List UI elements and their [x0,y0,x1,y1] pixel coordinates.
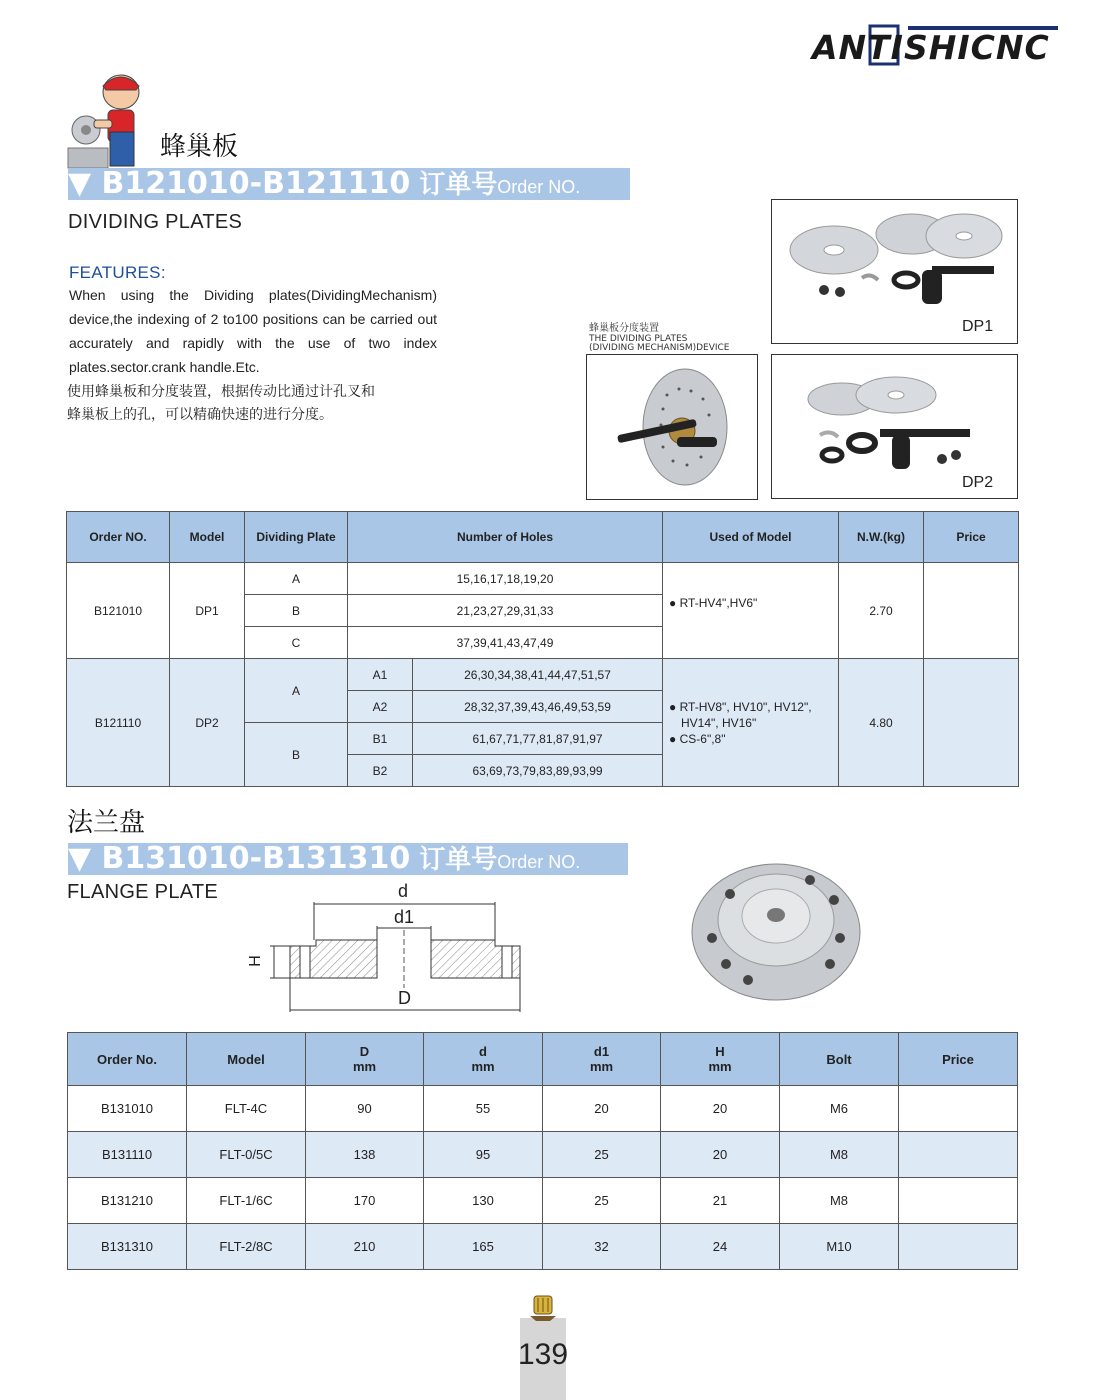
table2-header-H [661,1033,780,1086]
table-row [68,1178,1018,1224]
table1-subplate-cell: B2 [348,755,413,787]
table2-header-order [68,1033,187,1086]
table1-header-dividing-plate: Dividing Plate [245,512,348,563]
table2-cell [899,1086,1018,1132]
table-row [68,1132,1018,1178]
table1-plate-cell: A [245,563,348,595]
table2-header-d1-unit: mm [589,1059,614,1074]
section1-cn-title: 蜂巢板 [160,132,239,162]
dp2-label: DP2 [962,474,994,491]
features-heading: FEATURES: [69,263,166,282]
table1-plate-cell: C [245,627,348,659]
table1-holes-cell: 37,39,41,43,47,49 [348,627,663,659]
table1-price-cell [924,659,1019,787]
table1-model-cell: DP1 [170,563,245,659]
mechanism-photo [586,354,758,500]
table2-cell [899,1132,1018,1178]
mech-caption-en1: THE DIVIDING PLATES [589,334,688,344]
table2-cell: B131110 [68,1132,187,1178]
flange-photo [690,860,865,1002]
table1-subplate-cell: A2 [348,691,413,723]
section2-order-banner [68,843,628,875]
table2-cell: M8 [780,1178,899,1224]
table1-header-order: Order NO. [67,512,170,563]
table-row [67,659,1019,691]
table1-holes-cell: 15,16,17,18,19,20 [348,563,663,595]
table2-header-D [306,1033,424,1086]
table2-header-bolt [780,1033,899,1086]
table1-plate-cell: A [245,659,348,723]
table2-header-d-unit: mm [471,1059,495,1074]
table1-subplate-cell: B1 [348,723,413,755]
table1-holes-cell: 21,23,27,29,31,33 [348,595,663,627]
table1-header-holes: Number of Holes [348,512,663,563]
table2-cell: 20 [543,1086,661,1132]
table2-cell: M10 [780,1224,899,1270]
table2-cell: 165 [424,1224,543,1270]
table2-cell: 95 [424,1132,543,1178]
table1-price-cell [924,563,1019,659]
section1-order-banner [68,168,630,200]
flange-plate-table [67,1032,1018,1270]
brand-logo-text: ANTISHICNC [812,28,1050,67]
table2-header-order-label: Order No. [97,1051,157,1067]
section2-banner-cn: 订单号 [410,845,498,875]
mascot-footer-icon [520,1292,566,1322]
section2-banner-order: Order NO. [497,852,581,872]
table2-cell: 170 [306,1178,424,1224]
table2-cell: 32 [543,1224,661,1270]
table1-header-used: Used of Model [663,512,839,563]
table1-plate-cell: B [245,723,348,787]
table1-holes-cell: 28,32,37,39,43,46,49,53,59 [413,691,663,723]
section2-banner-code: ▼ B131010-B131310 [68,841,411,876]
table1-plate-cell: B [245,595,348,627]
table-row [68,1224,1018,1270]
table2-cell: 130 [424,1178,543,1224]
table2-header-price-label: Price [942,1051,974,1067]
table2-cell: 138 [306,1132,424,1178]
dp1-label: DP1 [962,318,994,335]
table1-model-cell: DP2 [170,659,245,787]
page-number: 139 [517,1338,569,1371]
table2-header-D-label: D [359,1044,370,1059]
table1-used-line3: ● CS-6",8" [669,731,726,746]
dim-H-label: H [246,955,264,967]
table1-header-nw: N.W.(kg) [839,512,924,563]
table2-cell: FLT-1/6C [187,1178,306,1224]
table2-header-d1 [543,1033,661,1086]
table2-cell: B131010 [68,1086,187,1132]
table2-cell: M6 [780,1086,899,1132]
table1-used-cell [663,659,839,787]
table2-header-price [899,1033,1018,1086]
section1-banner-order: Order NO. [497,177,581,197]
table2-header-d1-label: d1 [593,1044,610,1059]
features-cn-line2: 蜂巢板上的孔，可以精确快速的进行分度。 [67,407,333,423]
table1-holes-cell: 61,67,71,77,81,87,91,97 [413,723,663,755]
table2-cell: 55 [424,1086,543,1132]
table1-used-cell: ● RT-HV4",HV6" [663,563,839,659]
section1-banner-code: ▼ B121010-B121110 [68,166,411,201]
table2-cell: 20 [661,1086,780,1132]
table2-cell: FLT-0/5C [187,1132,306,1178]
table2-cell [899,1178,1018,1224]
features-cn-line1: 使用蜂巢板和分度装置，根据传动比通过计孔叉和 [67,384,375,400]
section2-cn-title: 法兰盘 [67,808,146,838]
table2-header-D-unit: mm [352,1059,377,1074]
dividing-plates-table [66,511,1019,787]
table2-cell: M8 [780,1132,899,1178]
table2-cell: 25 [543,1178,661,1224]
table2-header-H-unit: mm [708,1059,732,1074]
table1-order-cell: B121110 [67,659,170,787]
dim-d1-label: d1 [394,907,415,927]
table2-cell: B131310 [68,1224,187,1270]
section1-en-title: DIVIDING PLATES [68,211,243,233]
table2-header-H-label: H [715,1044,725,1059]
table2-cell: FLT-2/8C [187,1224,306,1270]
mascot-illustration [66,70,146,170]
mech-caption-en2: (DIVIDING MECHANISM)DEVICE [589,343,730,353]
table2-cell: 24 [661,1224,780,1270]
dim-D-label: D [398,988,411,1008]
table1-header-row [67,512,1019,563]
table2-cell: 25 [543,1132,661,1178]
table1-subplate-cell: A1 [348,659,413,691]
table2-cell: 20 [661,1132,780,1178]
table1-order-cell: B121010 [67,563,170,659]
table1-header-model: Model [170,512,245,563]
table2-cell: 90 [306,1086,424,1132]
table1-nw-cell: 2.70 [839,563,924,659]
table2-cell: FLT-4C [187,1086,306,1132]
mech-caption-cn: 蜂巢板分度装置 [589,323,659,334]
brand-logo [810,24,1060,68]
table1-header-price: Price [924,512,1019,563]
table2-header-bolt-label: Bolt [826,1051,852,1067]
section1-banner-cn: 订单号 [410,170,498,200]
table2-header-row [68,1033,1018,1086]
table1-holes-cell: 26,30,34,38,41,44,47,51,57 [413,659,663,691]
table1-used-line2: HV14", HV16" [681,715,757,730]
table2-cell: 21 [661,1178,780,1224]
table2-header-d [424,1033,543,1086]
table2-cell [899,1224,1018,1270]
table2-header-model [187,1033,306,1086]
table-row [68,1086,1018,1132]
flange-dimension-drawing [248,880,538,1015]
table2-cell: B131210 [68,1178,187,1224]
table-row [67,563,1019,595]
table2-header-d-label: d [479,1044,487,1059]
dim-d-label: d [398,881,409,901]
table1-nw-cell: 4.80 [839,659,924,787]
table1-holes-cell: 63,69,73,79,83,89,93,99 [413,755,663,787]
table1-used-line1: ● RT-HV8", HV10", HV12", [669,699,812,714]
table2-cell: 210 [306,1224,424,1270]
section2-en-title: FLANGE PLATE [67,881,219,903]
page-number-tab [517,1318,569,1400]
table2-header-model-label: Model [227,1051,265,1067]
features-text: When using the Dividing plates(DividingMechanism) device,the indexing of 2 to100 positions can be carried out accurately and rapidly with the use of two index plates.sector.crank handle.Etc. [69,287,437,375]
